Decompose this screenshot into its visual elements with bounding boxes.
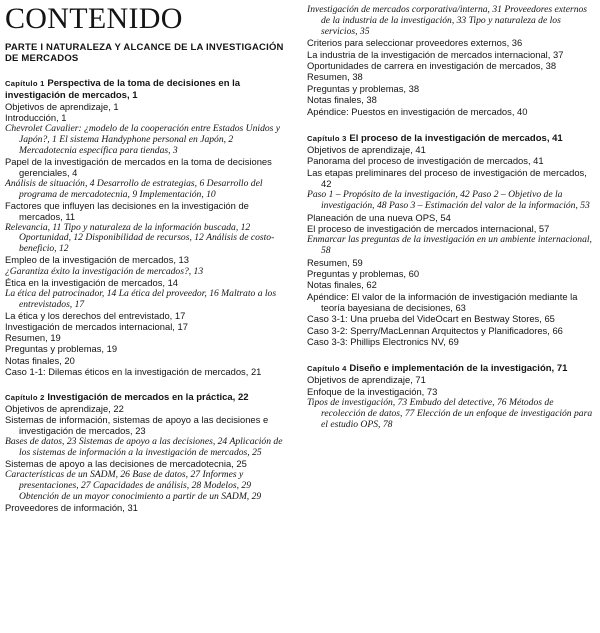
toc-entry[interactable]: Planeación de una nueva OPS, 54 <box>307 211 451 223</box>
toc-subentry[interactable]: Características de un SADM, 26 Base de datos, 27 Informes y presentaciones, 27 Capacidades de análisis, 28 Modelos, 29 Obtención de un mayor conocimiento a partir de un SADM, 29 <box>5 469 262 502</box>
toc-entry[interactable]: Factores que influyen las decisiones en la investigación de mercados, 11 <box>5 199 249 222</box>
chapter-section <box>5 78 287 378</box>
toc-entry[interactable]: Resumen, 59 <box>307 256 363 268</box>
toc-right-column <box>307 5 597 431</box>
toc-entry[interactable]: Resumen, 38 <box>307 71 363 83</box>
toc-subentry[interactable]: Bases de datos, 23 Sistemas de apoyo a las decisiones, 24 Aplicación de los sistemas de información a la investigación de mercados, 25 <box>5 436 283 458</box>
toc-entry[interactable]: Objetivos de aprendizaje, 41 <box>307 144 426 156</box>
toc-entry[interactable]: Sistemas de información, sistemas de apoyo a las decisiones e investigación de mercados, 23 <box>5 414 269 436</box>
chapter-label: Capítulo 3 <box>307 133 347 143</box>
chapter-title: Diseño e implementación de la investigación, 71 <box>349 362 568 374</box>
toc-entry[interactable]: Ética en la investigación de mercados, 14 <box>5 276 179 288</box>
toc-entry[interactable]: Notas finales, 20 <box>5 354 75 366</box>
toc-entry[interactable]: Preguntas y problemas, 38 <box>307 82 420 94</box>
chapter-heading[interactable] <box>5 78 287 101</box>
toc-entry[interactable]: La industria de la investigación de mercados internacional, 37 <box>307 48 564 60</box>
toc-entry[interactable]: Las etapas preliminares del proceso de investigación de mercados, 42 <box>307 166 587 189</box>
chapter-title: Investigación de mercados en la práctica, 22 <box>47 391 249 403</box>
toc-subentry[interactable]: Paso 1 – Propósito de la investigación, 42 Paso 2 – Objetivo de la investigación, 48 Paso 3 – Estimación del valor de la información, 53 <box>307 189 590 212</box>
toc-entry[interactable]: Objetivos de aprendizaje, 71 <box>307 374 426 386</box>
toc-entry[interactable]: Objetivos de aprendizaje, 22 <box>5 403 124 415</box>
chapter-heading[interactable] <box>5 392 287 404</box>
toc-entry[interactable]: El proceso de investigación de mercados internacional, 57 <box>307 222 550 234</box>
toc-entry[interactable]: Preguntas y problemas, 60 <box>307 268 420 280</box>
toc-entry[interactable]: Notas finales, 62 <box>307 279 377 291</box>
toc-subentry[interactable]: Chevrolet Cavalier: ¿modelo de la cooperación entre Estados Unidos y Japón?, 1 El sistema Handyphone personal en Japón, 2 Mercadotecnia específica para tiendas, 3 <box>5 123 281 156</box>
entry-list <box>307 5 597 118</box>
toc-entry[interactable]: Apéndice: El valor de la información de investigación mediante la teoría bayesiana de decisiones, 63 <box>307 290 578 313</box>
toc-subentry[interactable]: Investigación de mercados corporativa/interna, 31 Proveedores externos de la industria de la investigación, 33 Tipo y naturaleza de los servicios, 35 <box>307 4 588 37</box>
chapter-title: Perspectiva de la toma de decisiones en la investigación de mercados, 1 <box>5 78 241 101</box>
toc-entry[interactable]: La ética y los derechos del entrevistado, 17 <box>5 309 186 321</box>
chapters-left <box>5 78 287 514</box>
entry-list <box>5 102 287 378</box>
chapter-label: Capítulo 2 <box>5 392 45 402</box>
toc-subentry[interactable]: La ética del patrocinador, 14 La ética del proveedor, 16 Maltrato a los entrevistados, 17 <box>5 287 277 310</box>
chapter-section <box>5 392 287 514</box>
chapter-section <box>307 133 597 348</box>
toc-entry[interactable]: Caso 1-1: Dilemas éticos en la investigación de mercados, 21 <box>5 365 262 377</box>
toc-entry[interactable]: Criterios para seleccionar proveedores externos, 36 <box>307 37 523 49</box>
toc-entry[interactable]: Resumen, 19 <box>5 332 61 344</box>
toc-entry[interactable]: Caso 3-1: Una prueba del VideOcart en Bestway Stores, 65 <box>307 313 555 325</box>
entry-list <box>5 404 287 514</box>
toc-entry[interactable]: Objetivos de aprendizaje, 1 <box>5 101 119 112</box>
toc-entry[interactable]: Preguntas y problemas, 19 <box>5 343 118 355</box>
chapter-label: Capítulo 4 <box>307 363 347 373</box>
chapters-right <box>307 5 597 431</box>
toc-entry[interactable]: Caso 3-3: Phillips Electronics NV, 69 <box>307 335 459 347</box>
entry-list <box>307 375 597 431</box>
chapter-heading[interactable] <box>307 133 597 145</box>
entry-list <box>307 145 597 348</box>
chapter-section <box>307 363 597 431</box>
chapter-title: El proceso de la investigación de mercados, 41 <box>349 132 563 144</box>
toc-subentry[interactable]: Tipos de investigación, 73 Embudo del detective, 76 Métodos de recolección de datos, 77 Elección de un enfoque de investigación para el estudio OPS, 78 <box>307 397 593 430</box>
toc-entry[interactable]: Empleo de la investigación de mercados, 13 <box>5 254 189 266</box>
chapter-heading[interactable] <box>307 363 597 375</box>
toc-entry[interactable]: Caso 3-2: Sperry/MacLennan Arquitectos y Planificadores, 66 <box>307 324 563 336</box>
toc-subentry[interactable]: ¿Garantiza éxito la investigación de mercados?, 13 <box>5 265 204 277</box>
toc-entry[interactable]: Proveedores de información, 31 <box>5 501 138 513</box>
toc-subentry[interactable]: Relevancia, 11 Tipo y naturaleza de la información buscada, 12 Oportunidad, 12 Disponibilidad de recursos, 12 Análisis de costo-beneficio, 12 <box>5 221 275 255</box>
toc-entry[interactable]: Enfoque de la investigación, 73 <box>307 385 438 397</box>
toc-subentry[interactable]: Análisis de situación, 4 Desarrollo de estrategias, 6 Desarrollo del programa de mercadotecnia, 9 Implementación, 10 <box>5 177 263 200</box>
toc-left-column <box>5 42 287 514</box>
toc-entry[interactable]: Introducción, 1 <box>5 112 67 124</box>
chapter-section <box>307 5 597 118</box>
toc-entry[interactable]: Notas finales, 38 <box>307 94 377 106</box>
toc-entry[interactable]: Panorama del proceso de investigación de mercados, 41 <box>307 155 544 167</box>
toc-subentry[interactable]: Enmarcar las preguntas de la investigación en un ambiente internacional, 58 <box>307 234 592 257</box>
toc-entry[interactable]: Oportunidades de carrera en investigación de mercados, 38 <box>307 60 557 72</box>
toc-entry[interactable]: Sistemas de apoyo a las decisiones de mercadotecnia, 25 <box>5 458 247 470</box>
chapter-label: Capítulo 1 <box>5 79 45 88</box>
toc-entry[interactable]: Investigación de mercados internacional, 17 <box>5 321 188 333</box>
toc-entry[interactable]: Apéndice: Puestos en investigación de mercados, 40 <box>307 105 528 117</box>
toc-entry[interactable]: Papel de la investigación de mercados en la toma de decisiones gerenciales, 4 <box>5 156 272 178</box>
page-title: CONTENIDO <box>5 2 183 35</box>
part-title: PARTE I NATURALEZA Y ALCANCE DE LA INVESTIGACIÓN DE MERCADOS <box>5 42 284 64</box>
